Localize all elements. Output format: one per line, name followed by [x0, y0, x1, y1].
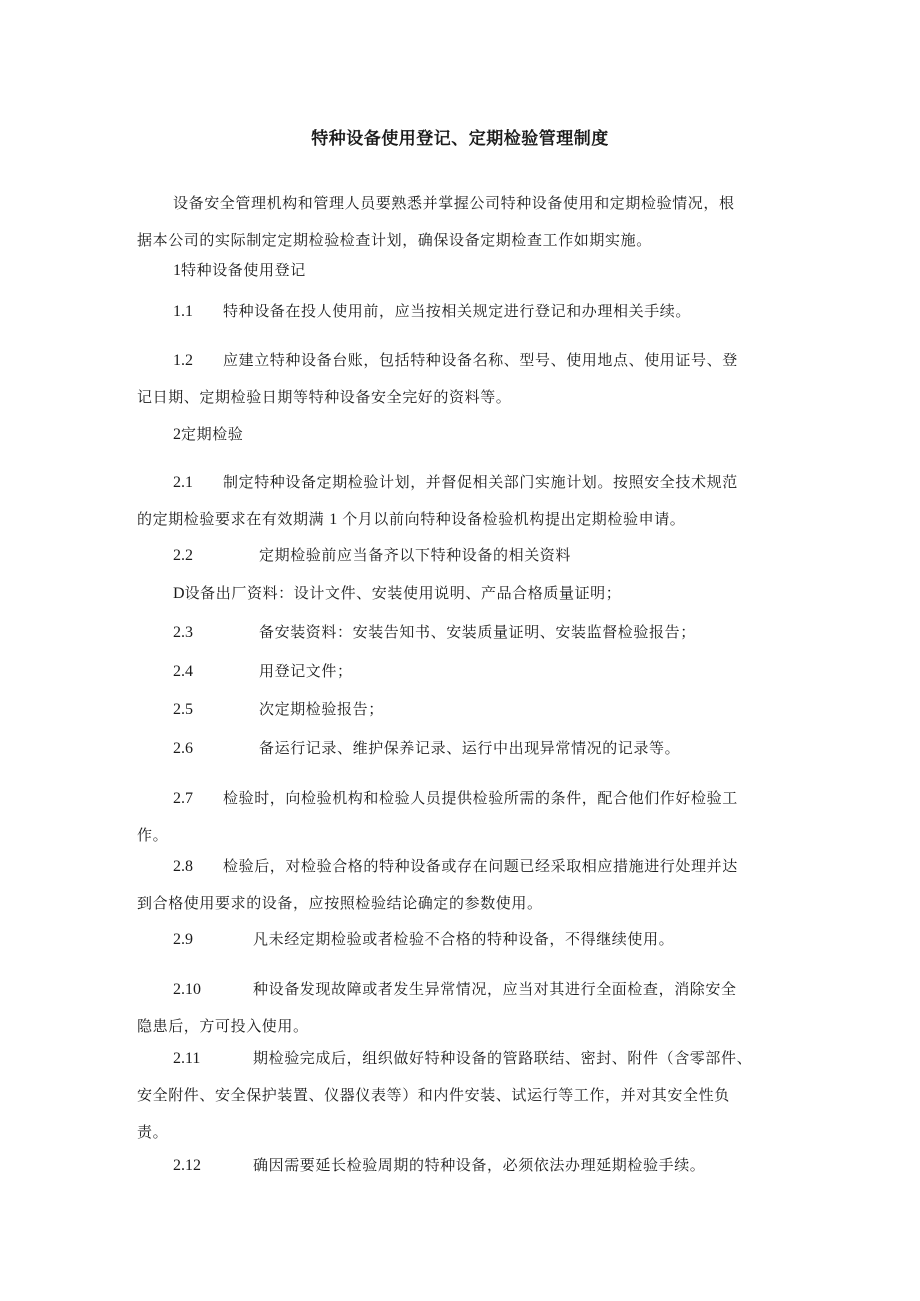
item-text: 制定特种设备定期检验计划，并督促相关部门实施计划。按照安全技术规范: [223, 473, 738, 491]
section-1-title: 特种设备使用登记: [181, 261, 306, 279]
item-2-2: [137, 537, 823, 574]
item-number: 1.1: [173, 303, 193, 320]
item-text: 备运行记录、维护保养记录、运行中出现异常情况的记录等。: [259, 739, 681, 757]
item-text: 检验后，对检验合格的特种设备或存在问题已经采取相应措施进行处理并达: [223, 857, 738, 875]
document-title: 特种设备使用登记、定期检验管理制度: [311, 129, 609, 149]
item-d: [137, 575, 823, 612]
item-number: 2.5: [173, 701, 193, 718]
section-2-number: 2: [173, 426, 181, 443]
item-number: 2.7: [173, 790, 193, 807]
item-line-1: [137, 464, 787, 501]
item-text: 凡未经定期检验或者检验不合格的特种设备，不得继续使用。: [253, 930, 675, 948]
item-2-6: [137, 730, 823, 767]
item-text: 用登记文件；: [259, 662, 353, 680]
item-1-1: [137, 293, 823, 330]
item-line-2: 安全附件、安全保护装置、仪器仪表等）和内件安装、试运行等工作，并对其安全性负: [137, 1086, 730, 1104]
item-line-1: [137, 342, 787, 379]
item-2-5: [137, 691, 823, 728]
item-2-3: [137, 614, 823, 651]
item-text: 次定期检验报告；: [259, 700, 384, 718]
item-2-4: [137, 653, 823, 690]
item-number: 2.9: [173, 931, 193, 948]
item-line-1: [137, 848, 787, 885]
section-1-number: 1: [173, 262, 181, 279]
item-line-2: 作。: [137, 826, 169, 844]
section-2-heading: [137, 416, 823, 453]
item-line-2: 记日期、定期检验日期等特种设备安全完好的资料等。: [137, 388, 512, 406]
item-1-2: [137, 342, 787, 416]
item-text: 期检验完成后，组织做好特种设备的管路联结、密封、附件（含零部件、: [253, 1049, 753, 1067]
item-text: 确因需要延长检验周期的特种设备，必须依法办理延期检验手续。: [253, 1156, 706, 1174]
item-number: 2.2: [173, 547, 193, 564]
item-text: 设备出厂资料：设计文件、安装使用说明、产品合格质量证明；: [184, 584, 622, 602]
item-line-2: 隐患后，方可投入使用。: [137, 1017, 309, 1035]
item-text-b: 个月以前向特种设备检验机构提出定期检验申请。: [342, 510, 686, 528]
item-number: 2.11: [173, 1050, 201, 1067]
item-text: 检验时，向检验机构和检验人员提供检验所需的条件，配合他们作好检验工: [223, 789, 738, 807]
item-line-1: [137, 971, 787, 1008]
item-number: 2.10: [173, 981, 201, 998]
item-number: 2.4: [173, 663, 193, 680]
item-text: 应建立特种设备台账，包括特种设备名称、型号、使用地点、使用证号、登: [223, 351, 738, 369]
item-text: 备安装资料：安装告知书、安装质量证明、安装监督检验报告；: [259, 623, 696, 641]
item-number: 2.1: [173, 474, 193, 491]
item-number: 2.8: [173, 858, 193, 875]
item-line-1: [137, 780, 787, 817]
section-2-title: 定期检验: [181, 425, 244, 443]
item-2-12: [137, 1147, 823, 1184]
item-text-number: 1: [329, 511, 338, 528]
item-2-8: [137, 848, 787, 922]
item-prefix: D: [173, 585, 185, 602]
item-line-1: [137, 1040, 787, 1077]
item-number: 2.3: [173, 624, 193, 641]
item-line-3: 责。: [137, 1123, 169, 1141]
item-2-11: [137, 1040, 787, 1151]
item-2-10: [137, 971, 787, 1045]
section-1-heading: [137, 252, 823, 289]
item-number: 2.6: [173, 740, 193, 757]
item-text: 种设备发现故障或者发生异常情况，应当对其进行全面检查，消除安全: [253, 980, 737, 998]
item-text: 定期检验前应当备齐以下特种设备的相关资料: [259, 546, 572, 564]
item-2-9: [137, 921, 823, 958]
item-number: 2.12: [173, 1157, 201, 1174]
intro-line-2: 据本公司的实际制定定期检验检查计划，确保设备定期检查工作如期实施。: [137, 231, 652, 249]
item-text: 特种设备在投人使用前，应当按相关规定进行登记和办理相关手续。: [223, 302, 692, 320]
intro-paragraph: [137, 185, 787, 259]
item-number: 1.2: [173, 352, 193, 369]
item-line-2: 到合格使用要求的设备，应按照检验结论确定的参数使用。: [137, 894, 543, 912]
item-text-a: 的定期检验要求在有效期满: [137, 510, 325, 528]
intro-line-1: 设备安全管理机构和管理人员要熟悉并掌握公司特种设备使用和定期检验情况，根: [173, 194, 735, 212]
item-2-7: [137, 780, 787, 854]
item-2-1: [137, 464, 787, 538]
item-line-2: [137, 501, 787, 538]
